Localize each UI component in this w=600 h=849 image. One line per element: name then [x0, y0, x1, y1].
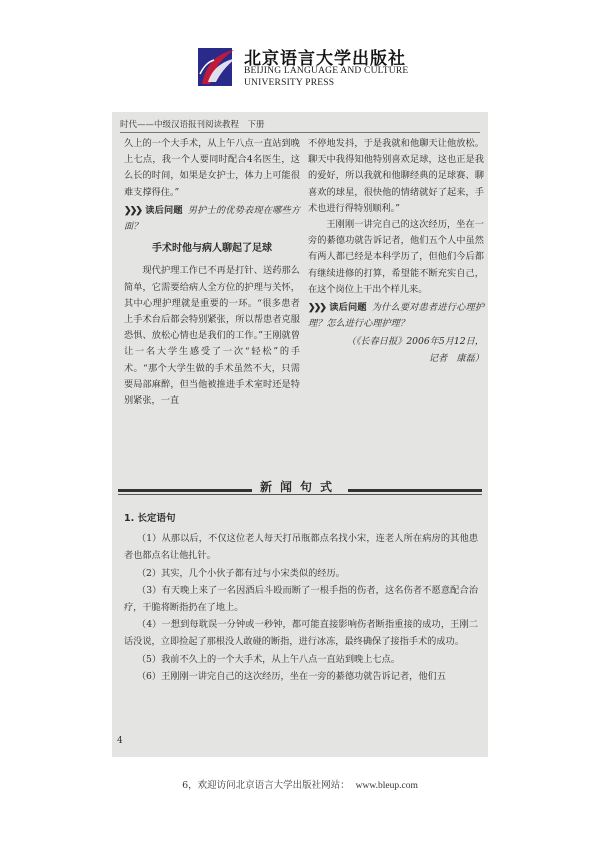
question-2 [308, 300, 484, 332]
exercise-item-6: （6）王刚刚一讲完自己的这次经历，坐在一旁的綦德功就告诉记者，他们五 [136, 670, 446, 682]
exercise-item-4: （4）一想到每耽误一分钟或一秒钟，都可能直接影响伤者断指重接的成功，王刚二话没说，立即捡起了那根没人敢碰的断指，进行冰冻，最终确保了接指手术的成功。 [124, 619, 478, 648]
question-2-label: 读后问题 [329, 302, 367, 314]
publisher-name-cn: 北京语言大学出版社 [244, 49, 406, 69]
publisher-logo-icon [196, 44, 240, 90]
exercise-item-5: （5）我前不久上的一个大手术，从上午八点一直站到晚上七点。 [136, 653, 400, 665]
left-column [124, 136, 300, 409]
footer-text: 6，欢迎访问北京语言大学出版社网站： [182, 780, 350, 791]
citation: （《长春日报》2006年5月12日， [346, 336, 484, 348]
question-1-label: 读后问题 [145, 204, 183, 216]
left-paragraph-1: 久上的一个大手术，从上午八点一直站到晚上七点，我一个人要同时配合4名医生，这么长的时间，如果是女护士，体力上可能很难支撑得住。” [124, 138, 300, 198]
footer [0, 777, 600, 791]
page-number: 4 [117, 736, 123, 746]
footer-url-link[interactable]: www.bleup.com [355, 781, 418, 791]
question-1 [124, 203, 300, 235]
scanned-page [112, 112, 488, 757]
exercise-item-2: （2）其实，几个小伙子都有过与小宋类似的经历。 [136, 567, 345, 579]
arrow-marker-icon: ❯❯❯ [308, 302, 326, 314]
exercise-heading: 1. 长定语句 [124, 513, 176, 524]
left-paragraph-2: 现代护理工作已不再是打针、送药那么简单，它需要给病人全方位的护理与关怀，其中心理护理就是重要的一环。“很多患者上手术台后都会特别紧张，所以帮患者克服恐惧、放松心情也是我们的工作。”王刚就曾让一名大学生感受了一次“轻松”的手术。“那个大学生做的手术虽然不大，只需要局部麻醉，但当他被推进手术室时还是特别紧张，一直 [124, 265, 300, 407]
exercise-block [124, 510, 478, 685]
publisher-header [196, 44, 456, 94]
publisher-name-en-line1: BEIJING LANGUAGE AND CULTURE [244, 66, 409, 76]
question-1-text: 男护士的优势表现在哪些方面？ [124, 204, 301, 233]
right-paragraph-1: 不停地发抖，于是我就和他聊天让他放松。聊天中我得知他特别喜欢足球，这也正是我的爱好，所以我就和他聊经典的足球赛、聊喜欢的球星，很快他的情绪就好了起来，手术也进行得特别顺利。” [308, 138, 484, 214]
reporter: 记者 康磊） [428, 352, 484, 364]
exercise-item-1: （1）从那以后，不仅这位老人每天打吊瓶都点名找小宋，连老人所在病房的其他患者也都点名让他扎针。 [124, 533, 478, 562]
subheading: 手术时他与病人聊起了足球 [152, 243, 272, 255]
right-paragraph-2: 王刚刚一讲完自己的这次经历，坐在一旁的綦德功就告诉记者，他们五个人中虽然有两人都已经是本科学历了，但他们今后都有继续进修的打算，希望能不断充实自己，在这个岗位上干出个样儿来。 [308, 219, 484, 295]
exercise-item-3: （3）有天晚上来了一名因酒后斗殴而断了一根手指的伤者，这名伤者不愿意配合治疗，干脆将断指扔在了地上。 [124, 584, 478, 614]
section-title [112, 478, 488, 495]
right-column [308, 136, 484, 367]
section-title-text: 新闻句式 [252, 480, 348, 494]
publisher-name-en-line2: UNIVERSITY PRESS [244, 78, 335, 88]
running-head: 时代——中级汉语报刊阅读教程 下册 [120, 118, 480, 133]
question-2-text: 为什么要对患者进行心理护理？怎么进行心理护理？ [308, 302, 485, 330]
arrow-marker-icon: ❯❯❯ [124, 204, 142, 216]
